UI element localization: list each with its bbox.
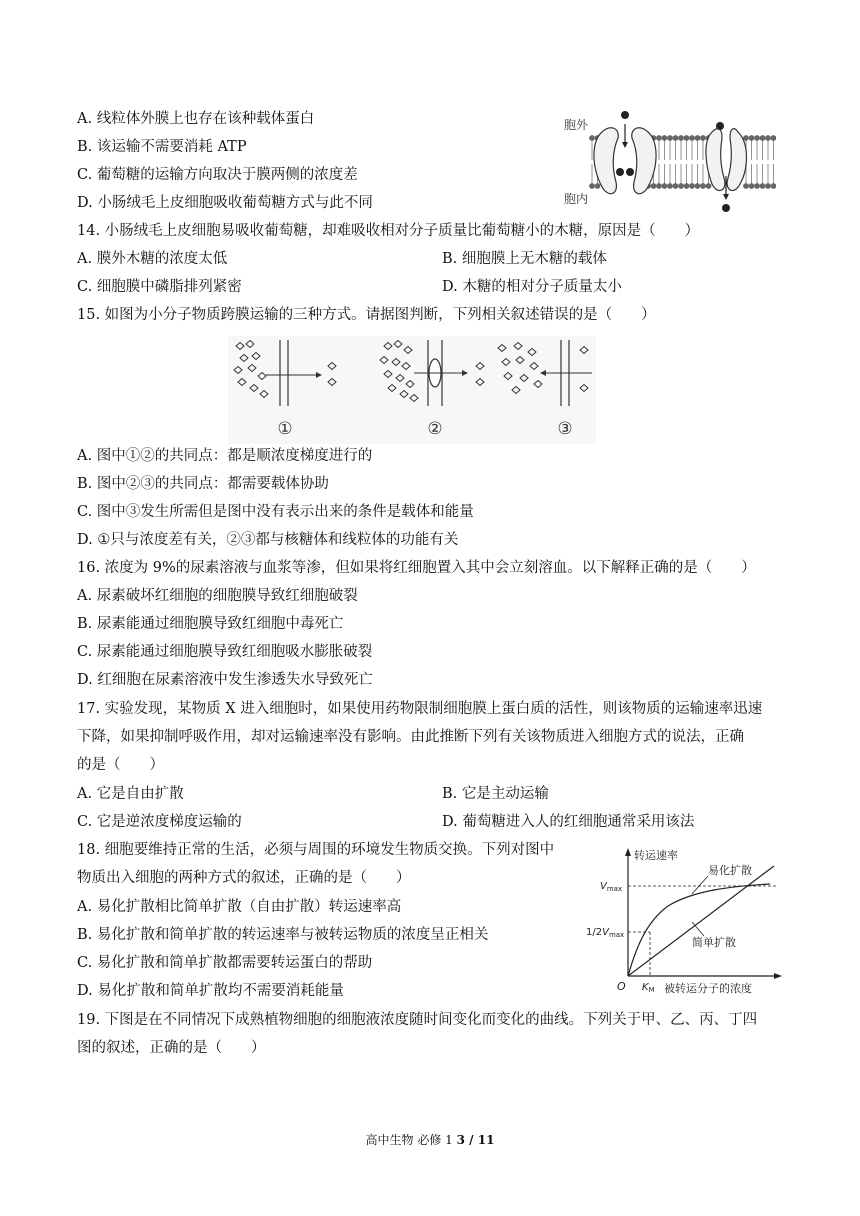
km-label: $K_M$	[642, 982, 655, 994]
q14-option-c: C. 细胞膜中磷脂排列紧密	[77, 279, 242, 295]
q17-stem-line3: 的是（ ）	[77, 757, 164, 773]
glucose-molecule	[621, 111, 629, 119]
x-axis-label: 被转运分子的浓度	[664, 982, 752, 995]
q17-option-d: D. 葡萄糖进入人的红细胞通常采用该法	[442, 814, 695, 830]
q17-option-c: C. 它是逆浓度梯度运输的	[77, 814, 242, 830]
q18-option-a: A. 易化扩散相比简单扩散（自由扩散）转运速率高	[77, 899, 402, 915]
q13-option-d: D. 小肠绒毛上皮细胞吸收葡萄糖方式与此不同	[77, 195, 373, 211]
q16-stem: 16. 浓度为 9%的尿素溶液与血浆等渗，但如果将红细胞置入其中会立刻溶血。以下解释正确的是（ ）	[77, 560, 756, 576]
q14-option-b: B. 细胞膜上无木糖的载体	[442, 251, 607, 267]
outside-label: 胞外	[564, 118, 589, 132]
q19-stem-line2: 图的叙述，正确的是（ ）	[77, 1040, 266, 1056]
q18-stem-line2: 物质出入细胞的两种方式的叙述，正确的是（ ）	[77, 870, 411, 886]
q16-option-a: A. 尿素破坏红细胞的细胞膜导致红细胞破裂	[77, 588, 358, 604]
y-axis-label: 转运速率	[634, 849, 678, 862]
q13-option-c: C. 葡萄糖的运输方向取决于膜两侧的浓度差	[77, 167, 358, 183]
q18-stem-line1: 18. 细胞要维持正常的生活，必须与周围的环境发生物质交换。下列对图中	[77, 842, 555, 858]
q16-option-c: C. 尿素能通过细胞膜导致红细胞吸水膨胀破裂	[77, 644, 373, 660]
origin-label: O	[617, 980, 626, 993]
page-number: 3 / 11	[456, 1133, 495, 1147]
glucose-molecule	[626, 168, 634, 176]
simple-diffusion-curve	[628, 866, 774, 976]
q18-option-c: C. 易化扩散和简单扩散都需要转运蛋白的帮助	[77, 955, 373, 971]
q15-option-d: D. ①只与浓度差有关，②③都与核糖体和线粒体的功能有关	[77, 532, 459, 548]
q13-option-b: B. 该运输不需要消耗 ATP	[77, 139, 247, 155]
q18-option-b: B. 易化扩散和简单扩散的转运速率与被转运物质的浓度呈正相关	[77, 927, 489, 943]
q14-option-d: D. 木糖的相对分子质量太小	[442, 279, 622, 295]
q17-stem-line2: 下降，如果抑制呼吸作用，却对运输速率没有影响。由此推断下列有关该物质进入细胞方式的说法，正确	[77, 729, 744, 745]
simple-diffusion-label: 简单扩散	[692, 936, 736, 949]
q16-option-d: D. 红细胞在尿素溶液中发生渗透失水导致死亡	[77, 672, 373, 688]
half-vmax-label: $1/2V_{max}$	[586, 927, 625, 939]
q13-option-a: A. 线粒体外膜上也存在该种载体蛋白	[77, 111, 315, 127]
carrier-protein-figure	[562, 102, 776, 218]
panel-label-2: ②	[427, 419, 443, 439]
facilitated-diffusion-label: 易化扩散	[708, 864, 752, 877]
q16-option-b: B. 尿素能通过细胞膜导致红细胞中毒死亡	[77, 616, 344, 632]
q18-option-d: D. 易化扩散和简单扩散均不需要消耗能量	[77, 983, 344, 999]
glucose-molecule	[616, 168, 624, 176]
q15-stem: 15. 如图为小分子物质跨膜运输的三种方式。请据图判断，下列相关叙述错误的是（ ）	[77, 307, 656, 323]
page-footer	[0, 1131, 860, 1148]
glucose-molecule	[716, 122, 724, 130]
panel-label-1: ①	[277, 419, 293, 439]
transport-modes-figure	[228, 336, 596, 444]
inside-label: 胞内	[564, 192, 589, 206]
glucose-molecule	[722, 204, 730, 212]
transport-rate-graph	[584, 844, 784, 998]
q14-stem: 14. 小肠绒毛上皮细胞易吸收葡萄糖，却难吸收相对分子质量比葡萄糖小的木糖，原因是（ ）	[77, 223, 700, 239]
q17-option-a: A. 它是自由扩散	[77, 786, 184, 802]
q14-option-a: A. 膜外木糖的浓度太低	[77, 251, 228, 267]
footer-subject: 高中生物 必修 1	[365, 1133, 457, 1147]
lipid-bilayer	[590, 136, 776, 189]
vmax-label: $V_{max}$	[600, 881, 623, 893]
q19-stem-line1: 19. 下图是在不同情况下成熟植物细胞的细胞液浓度随时间变化而变化的曲线。下列关于甲、乙、丙、丁四	[77, 1012, 758, 1028]
q15-option-c: C. 图中③发生所需但是图中没有表示出来的条件是载体和能量	[77, 504, 474, 520]
q17-option-b: B. 它是主动运输	[442, 786, 549, 802]
q15-option-a: A. 图中①②的共同点：都是顺浓度梯度进行的	[77, 448, 373, 464]
panel-label-3: ③	[557, 419, 573, 439]
q15-option-b: B. 图中②③的共同点：都需要载体协助	[77, 476, 329, 492]
q17-stem-line1: 17. 实验发现，某物质 X 进入细胞时，如果使用药物限制细胞膜上蛋白质的活性，则该物质的运输速率迅速	[77, 701, 763, 717]
